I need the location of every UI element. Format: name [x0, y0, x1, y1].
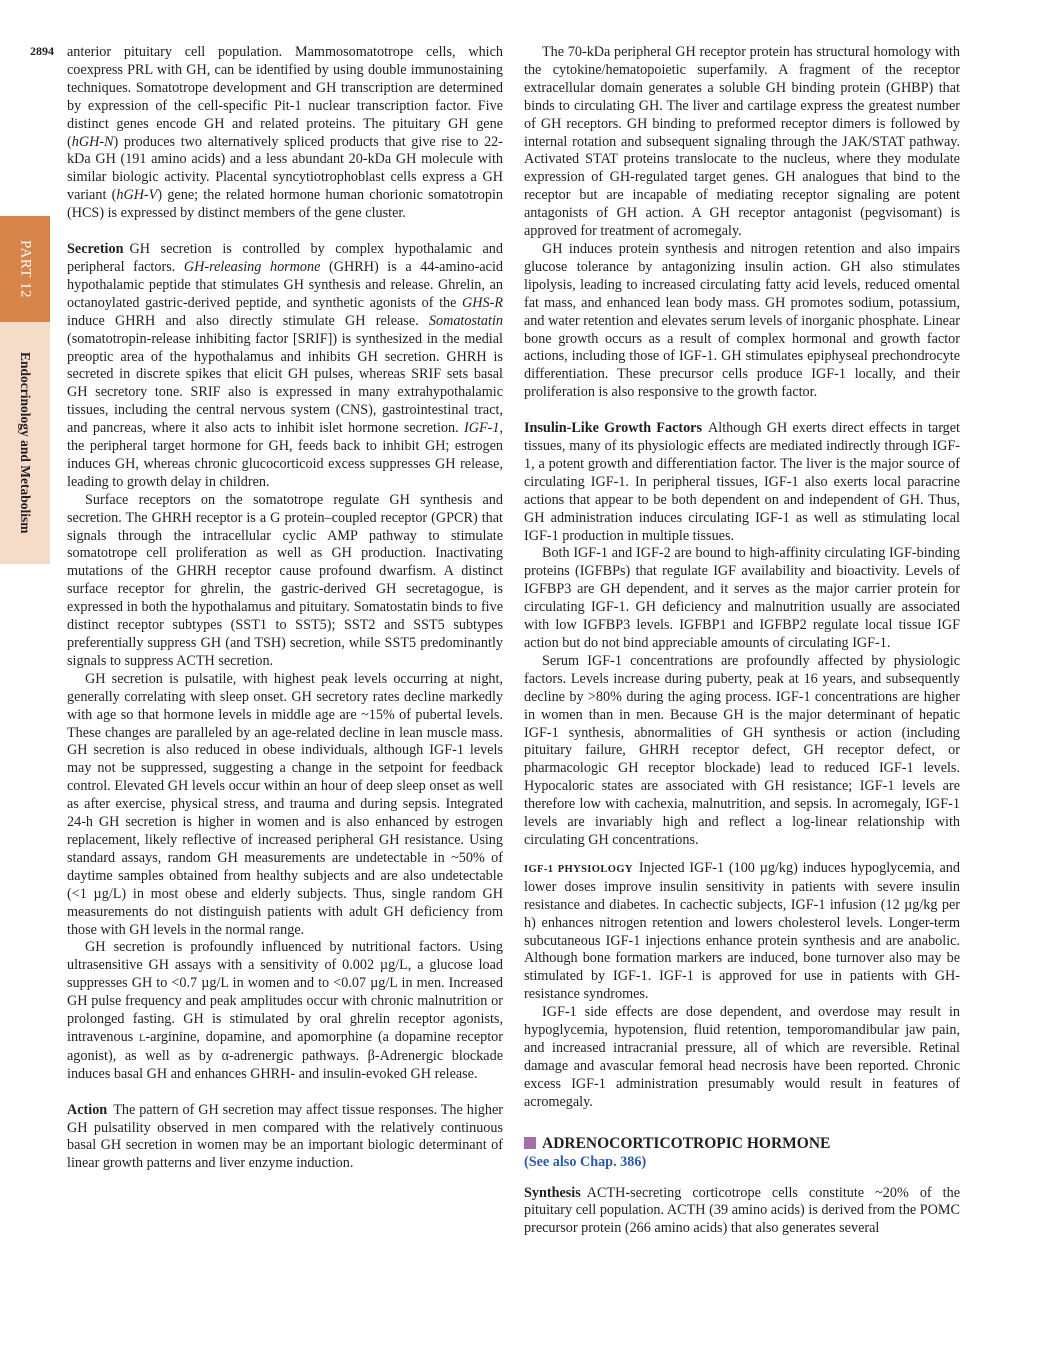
page-number: 2894: [30, 44, 54, 58]
secretion-paragraph: Secretion GH secretion is controlled by complex hypothalamic and peripheral factors. GH-releasing hormone (GHRH) is a 44-amino-acid hypothalamic peptide that stimulates GH synthesis and release. Ghrelin, an octanoylated gastric-derived peptide, and synthetic agonists of the GHS-R induce GHRH and also directly stimulate GH release. Somatostatin (somatotropin-release inhibiting factor [SRIF]) is synthesized in the medial preoptic area of the hypothalamus and inhibits GH secretion. GHRH is secreted in discrete spikes that elicit GH pulses, whereas SRIF sets basal GH secretory tone. SRIF also is expressed in many extrahypothalamic tissues, including the central nervous system (CNS), gastrointestinal tract, and pancreas, where it also acts to inhibit islet hormone secretion. IGF-1, the peripheral target hormone for GH, feeds back to inhibit GH; estrogen induces GH, whereas chronic glucocorticoid excess suppresses GH release, leading to growth delay in children.: [67, 241, 503, 490]
acth-title: ADRENOCORTICOTROPIC HORMONE: [524, 1134, 960, 1153]
paragraph: Surface receptors on the somatotrope regulate GH synthesis and secretion. The GHRH receptor is a G protein–coupled receptor (GPCR) that signals through the intracellular cyclic AMP pathway to stimulate somatotrope cell proliferation as well as GH production. Inactivating mutations of the GHRH receptor cause profound dwarfism. A distinct surface receptor for ghrelin, the gastric-derived GH secretagogue, is expressed in both the hypothalamus and pituitary. Somatostatin binds to five distinct receptor subtypes (SST1 to SST5); SST2 and SST5 subtypes preferentially suppress GH (and TSH) secretion, while SST5 predominantly signals to suppress ACTH secretion.: [67, 491, 503, 669]
side-tab: [0, 216, 50, 564]
igf-paragraph: Insulin-Like Growth Factors Although GH exerts direct effects in target tissues, many of its physiologic effects are mediated indirectly through IGF-1, a potent growth and differentiation factor. The liver is the major source of circulating IGF-1. In peripheral tissues, IGF-1 also exerts local paracrine actions that appear to be both dependent on and independent of GH. Thus, GH administration induces circulating IGF-1 as well as stimulating local IGF-1 production in multiple tissues.: [524, 420, 960, 544]
action-paragraph: Action The pattern of GH secretion may affect tissue responses. The higher GH pulsatility observed in men compared with the relatively continuous basal GH secretion in women may be an important biologic determinant of linear growth patterns and liver enzyme induction.: [67, 1101, 503, 1172]
igf-physiology-heading: IGF-1 PHYSIOLOGY: [524, 863, 633, 875]
paragraph: Serum IGF-1 concentrations are profoundly affected by physiologic factors. Levels increase during puberty, peak at 16 years, and subsequently decline by >80% during the aging process. IGF-1 concentrations are higher in women than in men. Because GH is the major determinant of hepatic IGF-1 synthesis, abnormalities of GH synthesis or action (including pituitary failure, GHRH receptor defect, GH receptor defect, or pharmacologic GH receptor blockade) lead to reduced IGF-1 levels. Hypocaloric states are associated with GH resistance; IGF-1 levels are therefore low with cachexia, malnutrition, and sepsis. In acromegaly, IGF-1 levels are invariably high and reflect a log-linear relationship with circulating GH concentrations.: [524, 652, 960, 848]
paragraph: Both IGF-1 and IGF-2 are bound to high-affinity circulating IGF-binding proteins (IGFBPs) that regulate IGF availability and bioactivity. Levels of IGFBP3 are GH dependent, and it serves as the major carrier protein for circulating IGF-1. GH deficiency and malnutrition usually are associated with low IGFBP3 levels. IGFBP1 and IGFBP2 regulate local tissue IGF action but do not bind appreciable amounts of circulating IGF-1.: [524, 545, 960, 651]
chapter-reference-link[interactable]: (See also Chap. 386): [524, 1153, 647, 1170]
paragraph: GH induces protein synthesis and nitrogen retention and also impairs glucose tolerance by antagonizing insulin action. GH also stimulates lipolysis, leading to increased circulating fatty acid levels, reduced omental fat mass, and enhanced lean body mass. GH promotes sodium, potassium, and water retention and elevates serum levels of inorganic phosphate. Linear bone growth occurs as a result of complex hormonal and growth factor actions, including those of IGF-1. GH stimulates epiphyseal prechondrocyte differentiation. These precursor cells produce IGF-1 locally, and their proliferation is also responsive to the growth factor.: [524, 240, 960, 401]
igf-physiology-paragraph: IGF-1 PHYSIOLOGY Injected IGF-1 (100 µg/kg) induces hypoglycemia, and lower doses improve insulin sensitivity in patients with severe insulin resistance and diabetes. In cachectic subjects, IGF-1 infusion (12 µg/kg per h) enhances nitrogen retention and lowers cholesterol levels. Longer-term subcutaneous IGF-1 injections enhance protein synthesis and are anabolic. Although bone formation markers are induced, bone turnover also may be stimulated by IGF-1. IGF-1 is approved for use in patients with GH-resistance syndromes.: [524, 859, 960, 1003]
action-heading: Action: [67, 1101, 108, 1118]
left-column: [67, 44, 503, 1173]
section-label: Endocrinology and Metabolism: [18, 352, 33, 534]
part-tab: [0, 216, 50, 322]
right-column: [524, 44, 960, 1238]
paragraph: GH secretion is pulsatile, with highest peak levels occurring at night, generally correlating with sleep onset. GH secretory rates decline markedly with age so that hormone levels in middle age are ~15% of pubertal levels. These changes are paralleled by an age-related decline in lean muscle mass. GH secretion is also reduced in obese individuals, although IGF-1 levels may not be suppressed, suggesting a change in the setpoint for feedback control. Elevated GH levels occur within an hour of deep sleep onset as well as after exercise, physical stress, and trauma and during sepsis. Integrated 24-h GH secretion is higher in women and is also enhanced by estrogen replacement, likely reflective of increased peripheral GH resistance. Using standard assays, random GH measurements are undetectable in ~50% of daytime samples obtained from healthy subjects and are also undetectable (<1 µg/L) in most obese and elderly subjects. Thus, single random GH measurements do not distinguish patients with adult GH deficiency from those with GH levels in the normal range.: [67, 670, 503, 938]
section-square-icon: [524, 1137, 536, 1149]
acth-section-header: [524, 1134, 960, 1171]
section-tab: [0, 322, 50, 564]
paragraph: GH secretion is profoundly influenced by nutritional factors. Using ultrasensitive GH assays with a sensitivity of 0.002 µg/L, a glucose load suppresses GH to <0.7 µg/L in women and to <0.07 µg/L in men. Increased GH pulse frequency and peak amplitudes occur with chronic malnutrition or prolonged fasting. GH is stimulated by oral ghrelin receptor agonists, intravenous L-arginine, dopamine, and apomorphine (a dopamine receptor agonist), as well as by α-adrenergic pathways. β-Adrenergic blockade induces basal GH and enhances GHRH- and insulin-evoked GH release.: [67, 939, 503, 1082]
part-label: PART 12: [17, 239, 34, 299]
synthesis-heading: Synthesis: [524, 1184, 581, 1201]
secretion-heading: Secretion: [67, 241, 124, 258]
paragraph: IGF-1 side effects are dose dependent, and overdose may result in hypoglycemia, hypotension, fluid retention, temporomandibular jaw pain, and increased intracranial pressure, all of which are reversible. Retinal damage and avascular femoral head necrosis have been reported. Chronic excess IGF-1 administration presumably would result in features of acromegaly.: [524, 1004, 960, 1110]
paragraph: The 70-kDa peripheral GH receptor protein has structural homology with the cytokine/hematopoietic superfamily. A fragment of the receptor extracellular domain generates a soluble GH binding protein (GHBP) that binds to circulating GH. The liver and cartilage express the greatest number of GH receptors. GH binding to preformed receptor dimers is followed by internal rotation and subsequent signaling through the JAK/STAT pathway. Activated STAT proteins translocate to the nucleus, where they modulate expression of GH-regulated target genes. GH analogues that bind to the receptor but are incapable of mediating receptor signaling are potent antagonists of GH action. A GH receptor antagonist (pegvisomant) is approved for treatment of acromegaly.: [524, 44, 960, 240]
igf-heading: Insulin-Like Growth Factors: [524, 420, 703, 437]
paragraph: anterior pituitary cell population. Mammosomatotrope cells, which coexpress PRL with GH, can be identified by using double immunostaining techniques. Somatotrope development and GH transcription are determined by expression of the cell-specific Pit-1 nuclear transcription factor. Five distinct genes encode GH and related proteins. The pituitary GH gene (hGH-N) produces two alternatively spliced products that give rise to 22-kDa GH (191 amino acids) and a less abundant 20-kDa GH molecule with similar biologic activity. Placental syncytiotrophoblast cells express a GH variant (hGH-V) gene; the related hormone human chorionic somatotropin (HCS) is expressed by distinct members of the gene cluster.: [67, 44, 503, 222]
synthesis-paragraph: Synthesis ACTH-secreting corticotrope cells constitute ~20% of the pituitary cell population. ACTH (39 amino acids) is derived from the POMC precursor protein (266 amino acids) that also generates several: [524, 1184, 960, 1237]
